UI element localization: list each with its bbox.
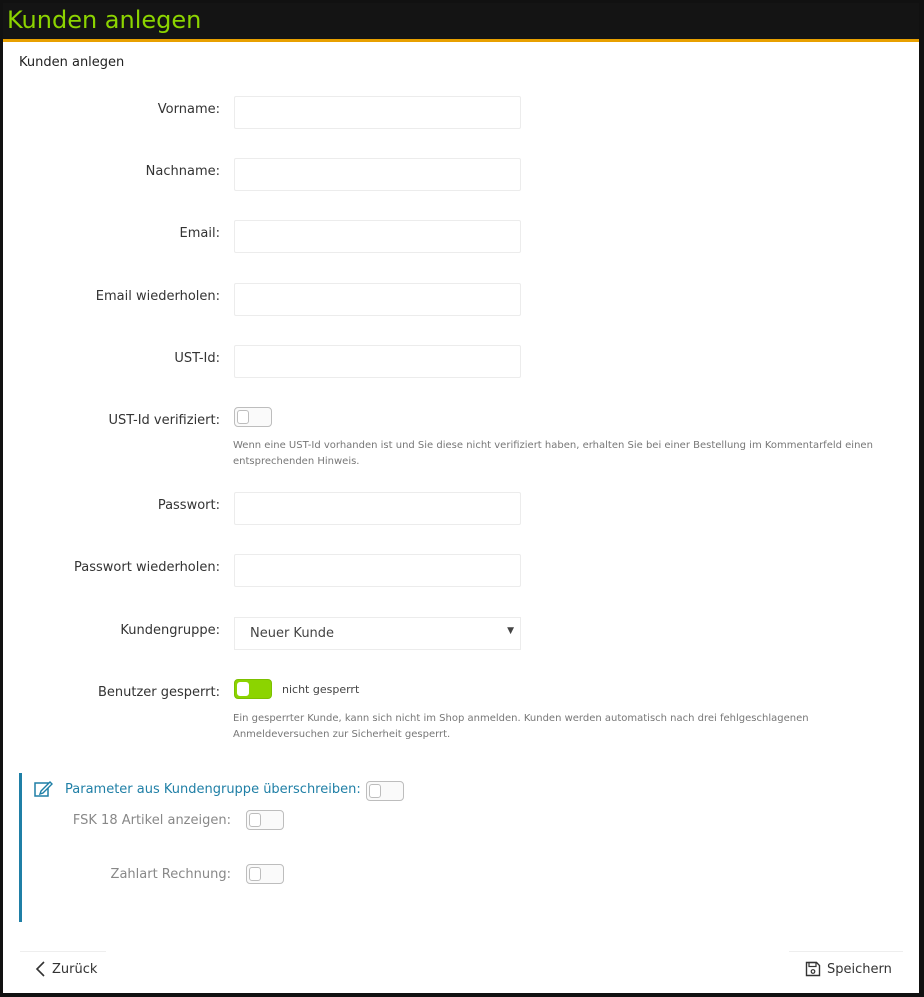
benutzer-gesperrt-label: Benutzer gesperrt: bbox=[97, 685, 220, 700]
kundengruppe-value: Neuer Kunde bbox=[250, 626, 335, 641]
toggle-knob bbox=[237, 410, 249, 424]
zahlart-rechnung-label: Zahlart Rechnung: bbox=[110, 867, 231, 882]
override-toggle[interactable] bbox=[366, 781, 404, 801]
email-repeat-label: Email wiederholen: bbox=[95, 289, 220, 304]
override-title: Parameter aus Kundengruppe überschreiben: bbox=[65, 782, 361, 797]
toggle-knob bbox=[249, 813, 261, 827]
dropdown-arrow-icon: ▼ bbox=[507, 626, 514, 636]
email-repeat-input[interactable] bbox=[234, 283, 521, 316]
vorname-label: Vorname: bbox=[157, 102, 220, 117]
nachname-label: Nachname: bbox=[145, 164, 220, 179]
kundengruppe-label: Kundengruppe: bbox=[120, 623, 220, 638]
email-input[interactable] bbox=[234, 220, 521, 253]
toggle-knob bbox=[237, 682, 249, 696]
passwort-repeat-input[interactable] bbox=[234, 554, 521, 587]
benutzer-gesperrt-state: nicht gesperrt bbox=[282, 683, 360, 696]
back-button[interactable] bbox=[20, 951, 106, 987]
benutzer-gesperrt-toggle[interactable] bbox=[234, 679, 272, 699]
kundengruppe-select[interactable] bbox=[234, 617, 521, 650]
page-title: Kunden anlegen bbox=[7, 6, 202, 34]
save-button[interactable] bbox=[789, 951, 903, 987]
toggle-knob bbox=[369, 784, 381, 798]
ust-id-input[interactable] bbox=[234, 345, 521, 378]
save-button-label: Speichern bbox=[827, 962, 892, 977]
fsk18-toggle[interactable] bbox=[246, 810, 284, 830]
email-label: Email: bbox=[179, 226, 220, 241]
ust-id-label: UST-Id: bbox=[174, 351, 220, 366]
nachname-input[interactable] bbox=[234, 158, 521, 191]
window bbox=[3, 3, 919, 993]
title-bar bbox=[3, 3, 919, 42]
fsk18-label: FSK 18 Artikel anzeigen: bbox=[72, 813, 231, 828]
ust-verified-toggle[interactable] bbox=[234, 407, 272, 427]
ust-verified-hint: Wenn eine UST-Id vorhanden ist und Sie diese nicht verifiziert haben, erhalten Sie bei einer Bestellung im Kommentarfeld einen entsprechenden Hinweis. bbox=[233, 440, 873, 467]
vorname-input[interactable] bbox=[234, 96, 521, 129]
toggle-knob bbox=[249, 867, 261, 881]
save-icon bbox=[805, 961, 821, 977]
passwort-input[interactable] bbox=[234, 492, 521, 525]
passwort-label: Passwort: bbox=[157, 498, 220, 513]
section-title: Kunden anlegen bbox=[19, 55, 125, 70]
edit-icon bbox=[33, 779, 53, 799]
benutzer-gesperrt-hint: Ein gesperrter Kunde, kann sich nicht im Shop anmelden. Kunden werden automatisch nach drei fehlgeschlagenen Anmeldeversuchen zur Sicherheit gesperrt. bbox=[233, 713, 809, 740]
passwort-repeat-label: Passwort wiederholen: bbox=[74, 560, 220, 575]
back-button-label: Zurück bbox=[52, 962, 98, 977]
ust-verified-label: UST-Id verifiziert: bbox=[108, 413, 220, 428]
form-panel bbox=[3, 42, 919, 993]
chevron-left-icon bbox=[34, 960, 48, 978]
zahlart-rechnung-toggle[interactable] bbox=[246, 864, 284, 884]
